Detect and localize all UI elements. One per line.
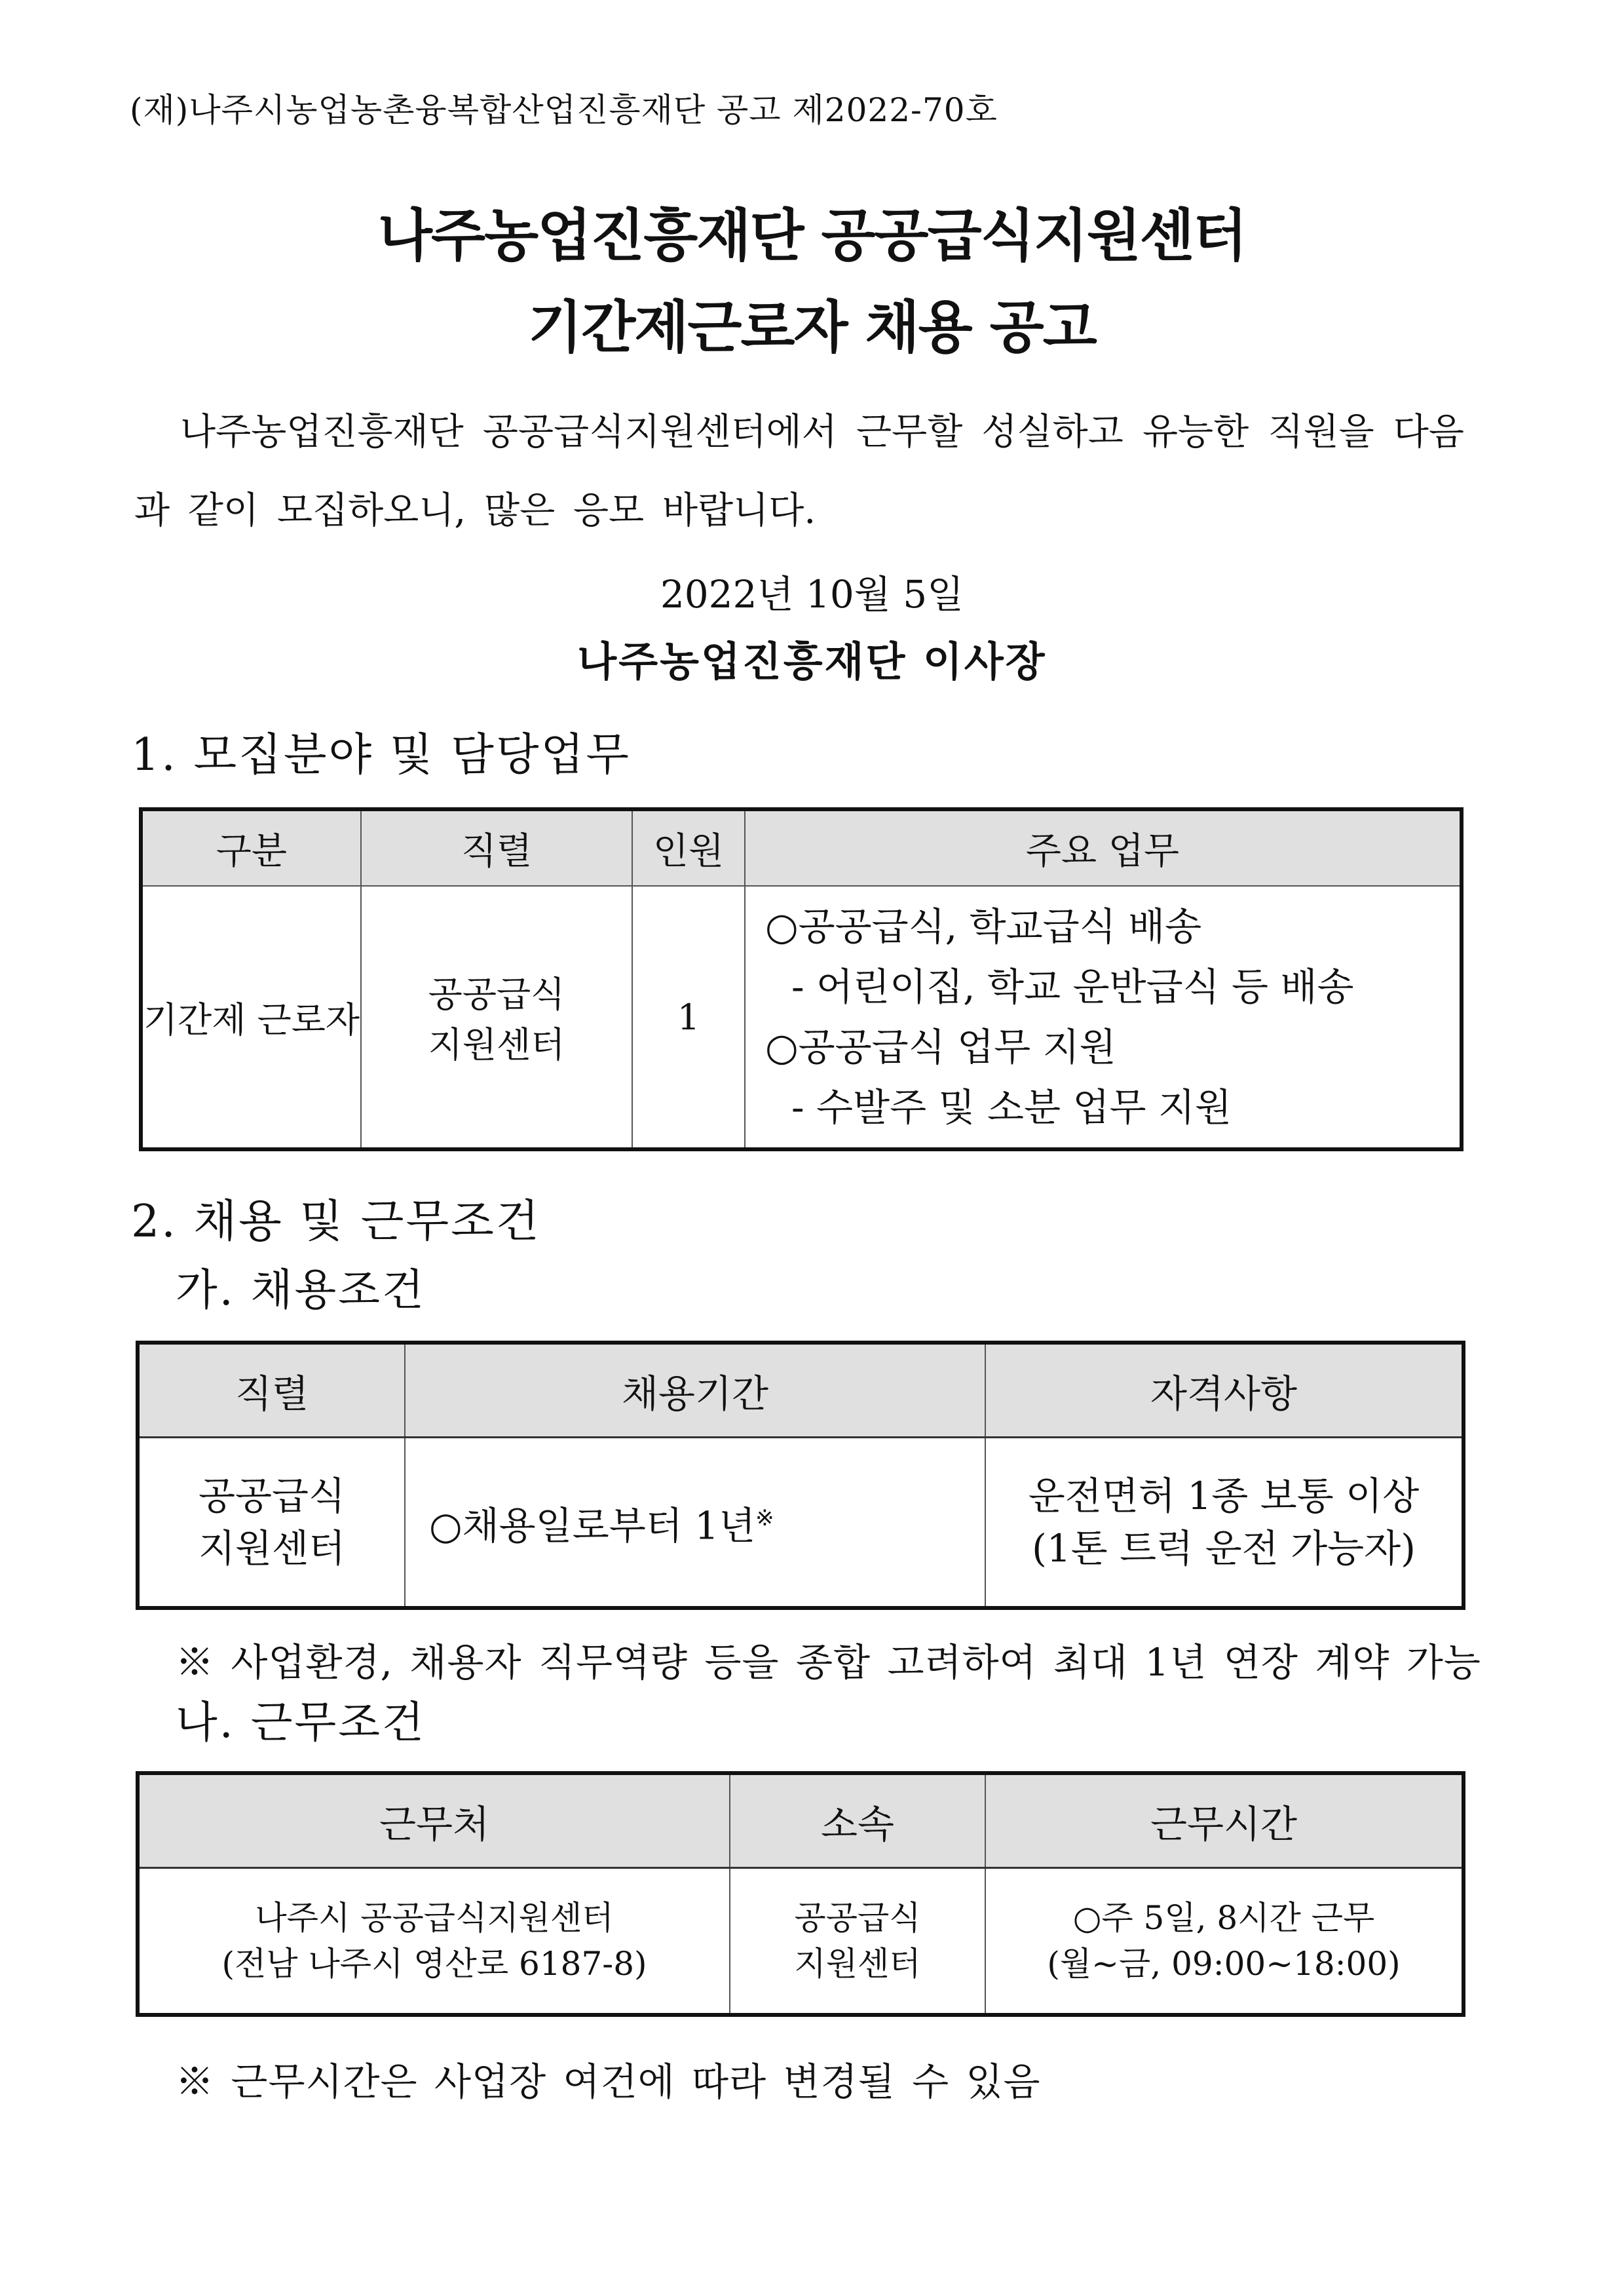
cell-department (730, 1868, 985, 2016)
qualification-line1: 운전면허 1종 보통 이상 (1028, 1474, 1420, 1518)
table-row (138, 1438, 1463, 1609)
page-title-line1: 나주농업진흥재단 공공급식지원센터 (377, 203, 1247, 269)
header-series: 직렬 (138, 1343, 405, 1438)
recruit-field-table (139, 807, 1463, 1151)
extension-note: ※ 사업환경, 채용자 직무역량 등을 종합 고려하여 최대 1년 연장 계약 가능 (176, 1640, 1481, 1685)
section1-heading: 1. 모집분야 및 담당업무 (131, 729, 631, 781)
cell-series (361, 886, 632, 1149)
series-line1: 공공급식 (198, 1474, 346, 1518)
cell-qualification (985, 1438, 1463, 1609)
duty-item-4: - 수발주 및 소분 업무 지원 (791, 1085, 1232, 1130)
series-line2: 지원센터 (198, 1526, 346, 1571)
notice-number: (재)나주시농업농촌융복합산업진흥재단 공고 제2022-70호 (130, 91, 998, 129)
table-row (138, 1868, 1463, 2016)
duty-item-1: ○공공급식, 학교급식 배송 (765, 904, 1202, 949)
header-duties: 주요 업무 (745, 809, 1462, 886)
header-qualification: 자격사항 (985, 1343, 1463, 1438)
workplace-line1: 나주시 공공급식지원센터 (255, 1899, 614, 1937)
qualification-line2: (1톤 트럭 운전 가능자) (1032, 1526, 1416, 1571)
section2-heading: 2. 채용 및 근무조건 (131, 1196, 541, 1248)
period-note-mark: ※ (755, 1505, 774, 1532)
table-header-row (138, 1343, 1463, 1438)
series-line1: 공공급식 (428, 974, 565, 1015)
duty-item-3: ○공공급식 업무 지원 (765, 1025, 1116, 1069)
cell-series (138, 1438, 405, 1609)
cell-duties (745, 886, 1462, 1149)
section2b-heading: 나. 근무조건 (176, 1697, 426, 1748)
work-hours-note: ※ 근무시간은 사업장 여건에 따라 변경될 수 있음 (176, 2059, 1041, 2104)
notice-date: 2022년 10월 5일 (660, 572, 964, 617)
workplace-line2: (전남 나주시 영산로 6187-8) (221, 1945, 647, 1983)
header-category: 구분 (141, 809, 361, 886)
cell-period (405, 1438, 985, 1609)
table-header-row (138, 1773, 1463, 1868)
cell-count: 1 (632, 886, 745, 1149)
header-hours: 근무시간 (985, 1773, 1463, 1868)
hours-line2: (월~금, 09:00~18:00) (1047, 1945, 1401, 1983)
duty-item-2: - 어린이집, 학교 운반급식 등 배송 (791, 965, 1354, 1009)
header-count: 인원 (632, 809, 745, 886)
notice-signer: 나주농업진흥재단 이사장 (577, 638, 1047, 685)
header-workplace: 근무처 (138, 1773, 730, 1868)
table-row (141, 886, 1462, 1149)
header-period: 채용기간 (405, 1343, 985, 1438)
header-department: 소속 (730, 1773, 985, 1868)
cell-category: 기간제 근로자 (141, 886, 361, 1149)
header-series: 직렬 (361, 809, 632, 886)
page-title-line2: 기간제근로자 채용 공고 (528, 295, 1096, 360)
department-line1: 공공급식 (794, 1899, 921, 1937)
work-condition-table (136, 1771, 1465, 2017)
table-header-row (141, 809, 1462, 886)
hours-line1: ○주 5일, 8시간 근무 (1072, 1899, 1375, 1937)
cell-workplace (138, 1868, 730, 2016)
employment-condition-table (136, 1341, 1465, 1610)
cell-hours (985, 1868, 1463, 2016)
section2a-heading: 가. 채용조건 (176, 1265, 426, 1315)
period-text: ○채용일로부터 1년 (429, 1503, 756, 1548)
department-line2: 지원센터 (794, 1945, 921, 1983)
series-line2: 지원센터 (428, 1024, 565, 1065)
intro-paragraph: 나주농업진흥재단 공공급식지원센터에서 근무할 성실하고 유능한 직원을 다음과 같이 모집하오니, 많은 응모 바랍니다. (134, 411, 1464, 532)
